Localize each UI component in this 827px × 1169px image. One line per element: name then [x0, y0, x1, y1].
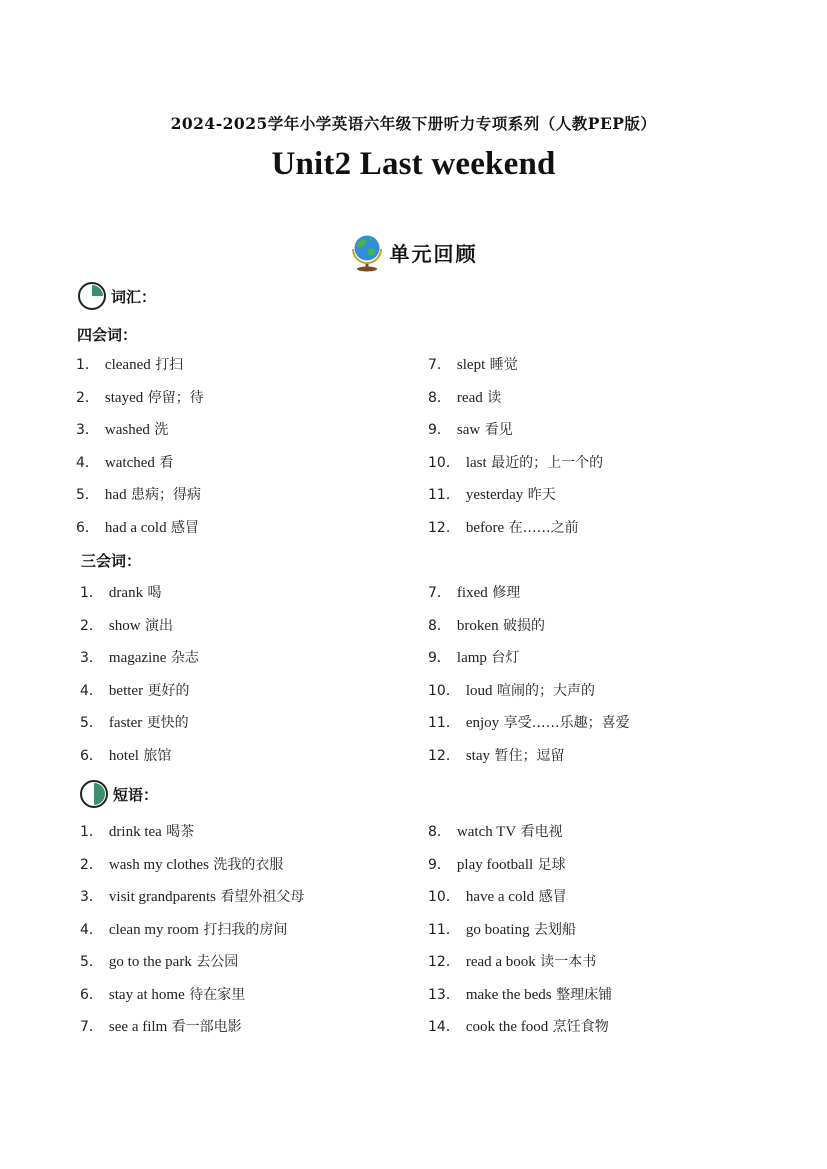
- list-item: [80, 822, 304, 855]
- item-number: 7．: [428, 357, 451, 373]
- item-number: 12．: [428, 954, 460, 970]
- item-english: better: [108, 682, 144, 699]
- item-english: watch TV: [456, 824, 517, 840]
- list-item: [428, 822, 612, 855]
- item-number: 2．: [80, 856, 103, 873]
- quarter-circle-icon: [77, 281, 107, 311]
- item-number: 8．: [428, 389, 451, 406]
- item-number: 1．: [80, 585, 103, 601]
- item-chinese: 看一部电影: [171, 1019, 242, 1035]
- list-item: [80, 855, 304, 888]
- item-chinese: 喝茶: [166, 824, 195, 840]
- item-chinese: 看见: [484, 422, 513, 438]
- list-item: [80, 985, 304, 1018]
- item-number: 4．: [80, 921, 103, 938]
- item-chinese: 感冒: [171, 519, 200, 536]
- list-item: [80, 1017, 304, 1050]
- item-chinese: 更好的: [147, 682, 190, 699]
- list-item: [428, 855, 612, 888]
- item-english: washed: [104, 422, 150, 438]
- list-item: [80, 887, 304, 920]
- list-item: [80, 681, 199, 714]
- item-number: 6．: [80, 986, 103, 1003]
- series-title: 2024-2025学年小学英语六年级下册听力专项系列（人教PEP版）: [170, 114, 657, 133]
- item-english: hotel: [108, 747, 139, 764]
- three-skill-list-right: [428, 583, 630, 778]
- item-english: broken: [456, 617, 499, 634]
- list-item: [80, 952, 304, 985]
- item-chinese: 整理床铺: [556, 986, 613, 1003]
- item-chinese: 修理: [492, 585, 521, 601]
- item-number: 5．: [76, 487, 99, 503]
- page-title: Unit2 Last weekend: [271, 146, 556, 182]
- item-number: 14．: [428, 1019, 460, 1035]
- phrase-list-right: [428, 822, 612, 1050]
- four-skill-label: 四会词：: [77, 326, 138, 344]
- item-chinese: 读一本书: [540, 954, 597, 970]
- item-english: cleaned: [104, 357, 151, 373]
- list-item: [80, 583, 199, 616]
- item-chinese: 洗我的衣服: [213, 856, 284, 873]
- item-number: 8．: [428, 824, 451, 840]
- list-item: [76, 388, 204, 421]
- item-number: 12．: [428, 519, 460, 536]
- item-english: make the beds: [465, 986, 552, 1003]
- item-english: slept: [456, 357, 486, 373]
- list-item: [76, 355, 204, 388]
- item-english: visit grandparents: [108, 889, 216, 905]
- item-chinese: 读: [487, 389, 502, 406]
- item-chinese: 喧闹的；大声的: [496, 682, 595, 699]
- item-number: 11．: [428, 715, 460, 731]
- item-chinese: 烹饪食物: [552, 1019, 609, 1035]
- item-english: stay at home: [108, 986, 185, 1003]
- item-chinese: 破损的: [503, 617, 546, 634]
- item-number: 9．: [428, 856, 451, 873]
- list-item: [428, 887, 612, 920]
- item-number: 13．: [428, 986, 460, 1003]
- unit-review-heading: [0, 232, 827, 272]
- item-number: 7．: [80, 1019, 103, 1035]
- item-english: saw: [456, 422, 481, 438]
- item-english: fixed: [456, 585, 488, 601]
- item-chinese: 昨天: [527, 487, 556, 503]
- list-item: [428, 952, 612, 985]
- item-number: 9．: [428, 422, 451, 438]
- item-number: 7．: [428, 585, 451, 601]
- item-number: 12．: [428, 747, 460, 764]
- list-item: [428, 1017, 612, 1050]
- item-english: have a cold: [465, 889, 535, 905]
- item-english: read: [456, 389, 483, 406]
- item-english: show: [108, 617, 141, 634]
- item-chinese: 去划船: [534, 921, 577, 938]
- list-item: [76, 420, 204, 453]
- item-number: 1．: [76, 357, 99, 373]
- list-item: [80, 713, 199, 746]
- item-english: yesterday: [465, 487, 524, 503]
- item-chinese: 停留；待: [147, 389, 204, 406]
- item-number: 3．: [80, 889, 103, 905]
- item-english: magazine: [108, 650, 167, 666]
- item-chinese: 足球: [537, 856, 566, 873]
- four-skill-list-right: [428, 355, 603, 550]
- item-number: 8．: [428, 617, 451, 634]
- item-chinese: 最近的；上一个的: [491, 454, 604, 471]
- item-english: drank: [108, 585, 144, 601]
- half-circle-icon: [79, 779, 109, 809]
- item-chinese: 享受……乐趣；喜爱: [503, 715, 630, 731]
- list-item: [80, 920, 304, 953]
- item-english: last: [465, 454, 487, 471]
- item-chinese: 洗: [154, 422, 169, 438]
- item-chinese: 看电视: [520, 824, 563, 840]
- item-number: 10．: [428, 454, 460, 471]
- item-english: before: [465, 519, 505, 536]
- item-english: watched: [104, 454, 155, 471]
- phrase-list-left: [80, 822, 304, 1050]
- item-chinese: 台灯: [491, 650, 520, 666]
- list-item: [428, 746, 630, 779]
- item-number: 1．: [80, 824, 103, 840]
- item-english: read a book: [465, 954, 536, 970]
- item-english: drink tea: [108, 824, 162, 840]
- item-english: lamp: [456, 650, 487, 666]
- item-number: 6．: [76, 519, 99, 536]
- list-item: [428, 985, 612, 1018]
- item-number: 6．: [80, 747, 103, 764]
- unit-review-label: 单元回顾: [389, 241, 478, 266]
- item-english: play football: [456, 856, 534, 873]
- list-item: [428, 420, 603, 453]
- item-number: 3．: [80, 650, 103, 666]
- list-item: [80, 648, 199, 681]
- item-number: 5．: [80, 715, 103, 731]
- item-number: 3．: [76, 422, 99, 438]
- item-number: 10．: [428, 682, 460, 699]
- item-chinese: 杂志: [170, 650, 199, 666]
- item-english: had a cold: [104, 519, 167, 536]
- item-english: faster: [108, 715, 143, 731]
- vocab-heading-label: 词汇：: [111, 287, 157, 306]
- item-chinese: 患病；得病: [131, 487, 202, 503]
- item-chinese: 待在家里: [189, 986, 246, 1003]
- item-number: 10．: [428, 889, 460, 905]
- list-item: [428, 355, 603, 388]
- item-number: 11．: [428, 921, 460, 938]
- list-item: [428, 713, 630, 746]
- item-number: 11．: [428, 487, 460, 503]
- three-skill-label: 三会词：: [81, 552, 142, 570]
- item-english: go to the park: [108, 954, 192, 970]
- item-chinese: 暂住；逗留: [494, 747, 565, 764]
- item-chinese: 演出: [145, 617, 174, 634]
- list-item: [428, 485, 603, 518]
- list-item: [428, 616, 630, 649]
- item-english: wash my clothes: [108, 856, 209, 873]
- item-chinese: 去公园: [196, 954, 239, 970]
- item-english: see a film: [108, 1019, 168, 1035]
- item-number: 4．: [80, 682, 103, 699]
- item-chinese: 更快的: [146, 715, 189, 731]
- item-chinese: 睡觉: [489, 357, 518, 373]
- item-english: enjoy: [465, 715, 500, 731]
- list-item: [428, 648, 630, 681]
- item-english: stayed: [104, 389, 144, 406]
- list-item: [80, 746, 199, 779]
- list-item: [428, 681, 630, 714]
- list-item: [428, 453, 603, 486]
- item-chinese: 旅馆: [143, 747, 172, 764]
- item-chinese: 打扫我的房间: [203, 921, 288, 938]
- phrases-heading: [79, 779, 158, 809]
- list-item: [76, 485, 204, 518]
- item-number: 2．: [76, 389, 99, 406]
- phrases-heading-label: 短语：: [113, 785, 159, 804]
- list-item: [428, 388, 603, 421]
- globe-icon: [350, 232, 384, 272]
- list-item: [428, 583, 630, 616]
- item-number: 9．: [428, 650, 451, 666]
- item-chinese: 看: [159, 454, 174, 471]
- item-english: clean my room: [108, 921, 199, 938]
- item-number: 4．: [76, 454, 99, 471]
- four-skill-list-left: [76, 355, 204, 550]
- item-english: cook the food: [465, 1019, 549, 1035]
- item-english: had: [104, 487, 127, 503]
- item-number: 5．: [80, 954, 103, 970]
- item-english: go boating: [465, 921, 530, 938]
- vocab-heading: [77, 281, 156, 311]
- three-skill-list-left: [80, 583, 199, 778]
- list-item: [76, 518, 204, 551]
- item-number: 2．: [80, 617, 103, 634]
- list-item: [428, 518, 603, 551]
- list-item: [76, 453, 204, 486]
- item-chinese: 喝: [147, 585, 162, 601]
- item-chinese: 在……之前: [508, 519, 579, 536]
- list-item: [428, 920, 612, 953]
- item-english: stay: [465, 747, 490, 764]
- item-chinese: 看望外祖父母: [220, 889, 305, 905]
- item-english: loud: [465, 682, 493, 699]
- item-chinese: 感冒: [538, 889, 567, 905]
- list-item: [80, 616, 199, 649]
- item-chinese: 打扫: [155, 357, 184, 373]
